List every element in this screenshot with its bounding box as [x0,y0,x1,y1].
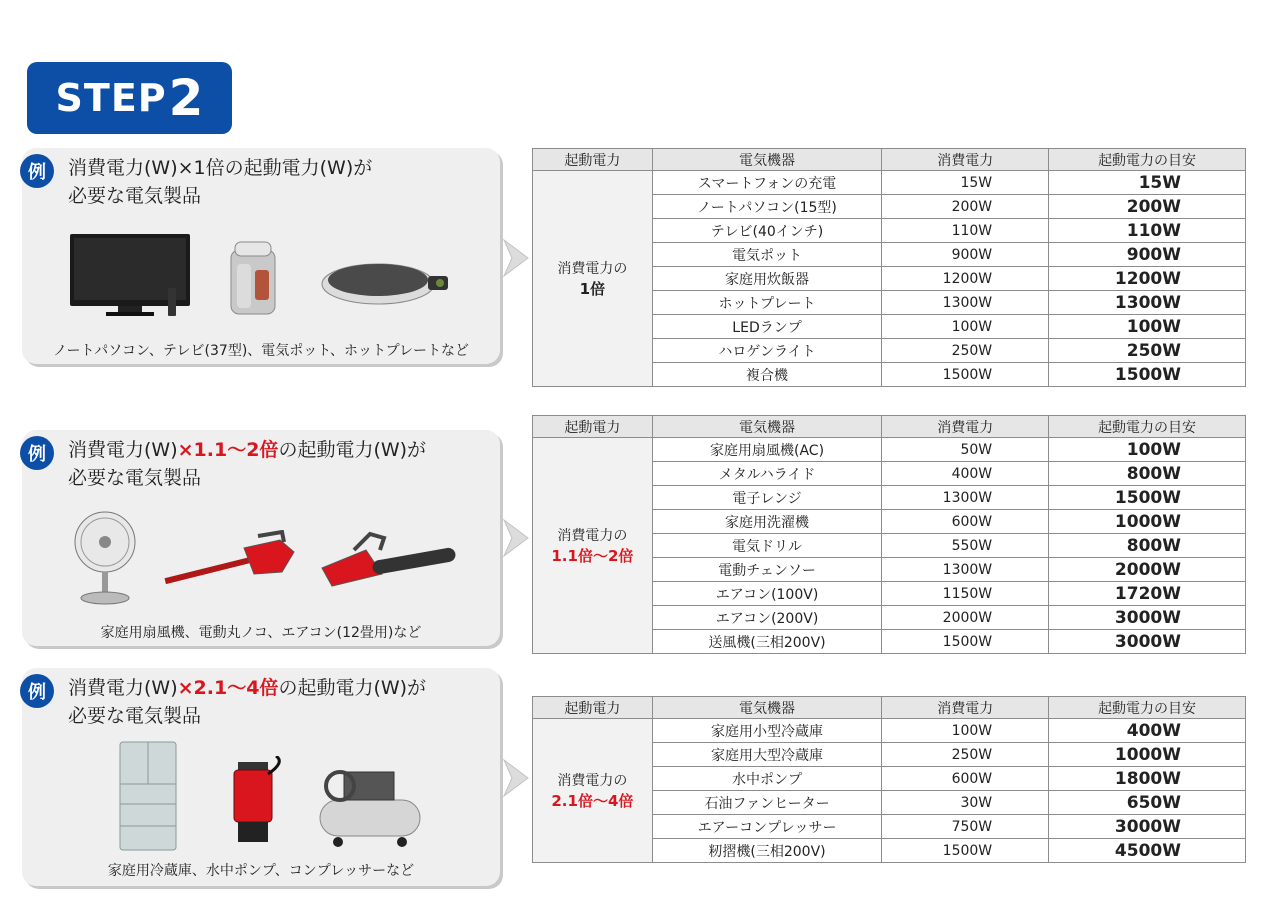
power-cell: 400W [882,462,1049,486]
power-cell: 1150W [882,582,1049,606]
header-device: 電気機器 [652,697,882,719]
power-cell: 750W [882,815,1049,839]
startup-cell: 400W [1049,719,1246,743]
startup-cell: 100W [1049,438,1246,462]
startup-cell: 1000W [1049,743,1246,767]
compressor-illustration [318,764,422,848]
hot-plate-illustration [320,256,460,306]
startup-cell: 4500W [1049,839,1246,863]
power-cell: 1300W [882,486,1049,510]
panel-title: 消費電力(W)×2.1～4倍の起動電力(W)が 必要な電気製品 [68,677,427,727]
startup-power-table-2-1-to-4x [532,696,1246,863]
example-badge: 例 [20,154,54,188]
device-cell: 石油ファンヒーター [652,791,882,815]
table-row [533,719,1246,743]
device-cell: LEDランプ [652,315,882,339]
device-cell: スマートフォンの充電 [652,171,882,195]
multiplier-value: 1.1倍～2倍 [551,546,634,565]
device-cell: ハロゲンライト [652,339,882,363]
startup-cell: 650W [1049,791,1246,815]
arrow-right-icon [502,518,530,558]
power-cell: 600W [882,767,1049,791]
device-cell: 家庭用大型冷蔵庫 [652,743,882,767]
power-cell: 30W [882,791,1049,815]
startup-cell: 1800W [1049,767,1246,791]
power-cell: 50W [882,438,1049,462]
header-device: 電気機器 [652,149,882,171]
header-startup-power: 起動電力 [533,149,653,171]
table-row [533,171,1246,195]
startup-cell: 3000W [1049,606,1246,630]
startup-cell: 15W [1049,171,1246,195]
refrigerator-illustration [118,740,178,852]
power-cell: 600W [882,510,1049,534]
multiplier-value: 2.1倍～4倍 [551,791,634,810]
fan-illustration [72,510,138,606]
panel-caption: 家庭用冷蔵庫、水中ポンプ、コンプレッサーなど [107,863,415,879]
power-cell: 1500W [882,839,1049,863]
startup-power-table-1-1-to-2x [532,415,1246,654]
startup-cell: 1300W [1049,291,1246,315]
panel-caption: ノートパソコン、テレビ(37型)、電気ポット、ホットプレートなど [52,343,470,359]
device-cell: 送風機(三相200V) [652,630,882,654]
startup-cell: 1500W [1049,486,1246,510]
startup-cell: 100W [1049,315,1246,339]
chainsaw-illustration [318,528,460,592]
device-cell: エアーコンプレッサー [652,815,882,839]
example-badge: 例 [20,436,54,470]
startup-power-table-1x [532,148,1246,387]
power-cell: 900W [882,243,1049,267]
startup-cell: 900W [1049,243,1246,267]
header-device: 電気機器 [652,416,882,438]
startup-cell: 1000W [1049,510,1246,534]
device-cell: メタルハライド [652,462,882,486]
example-panel-1 [22,148,500,364]
example-panel-2 [22,430,500,646]
power-cell: 200W [882,195,1049,219]
device-cell: 電気ポット [652,243,882,267]
electric-pot-illustration [227,240,279,318]
example-panel-3 [22,668,500,886]
power-cell: 250W [882,743,1049,767]
power-cell: 100W [882,315,1049,339]
hedge-trimmer-illustration [162,530,302,592]
power-cell: 550W [882,534,1049,558]
device-cell: 籾摺機(三相200V) [652,839,882,863]
arrow-right-icon [502,758,530,798]
device-cell: 水中ポンプ [652,767,882,791]
startup-cell: 2000W [1049,558,1246,582]
multiplier-value: 1倍 [579,279,606,298]
header-startup-power: 起動電力 [533,416,653,438]
device-cell: 家庭用洗濯機 [652,510,882,534]
power-cell: 1500W [882,630,1049,654]
header-startup-power: 起動電力 [533,697,653,719]
power-cell: 100W [882,719,1049,743]
water-pump-illustration [230,756,284,846]
device-cell: 家庭用扇風機(AC) [652,438,882,462]
startup-cell: 3000W [1049,815,1246,839]
startup-cell: 800W [1049,534,1246,558]
header-power: 消費電力 [882,697,1049,719]
device-cell: 電動チェンソー [652,558,882,582]
startup-cell: 3000W [1049,630,1246,654]
startup-cell: 1720W [1049,582,1246,606]
device-cell: 電子レンジ [652,486,882,510]
panel-title: 消費電力(W)×1.1～2倍の起動電力(W)が 必要な電気製品 [68,439,427,489]
power-cell: 250W [882,339,1049,363]
example-badge: 例 [20,674,54,708]
device-cell: 家庭用炊飯器 [652,267,882,291]
power-cell: 1200W [882,267,1049,291]
startup-cell: 1500W [1049,363,1246,387]
multiplier-label: 消費電力の [557,260,628,277]
startup-cell: 200W [1049,195,1246,219]
header-startup-estimate: 起動電力の目安 [1049,416,1246,438]
step-number: 2 [168,69,204,127]
startup-cell: 800W [1049,462,1246,486]
power-cell: 1300W [882,558,1049,582]
power-cell: 110W [882,219,1049,243]
power-cell: 15W [882,171,1049,195]
step-badge [27,62,232,134]
table-header-row [533,416,1246,438]
startup-cell: 250W [1049,339,1246,363]
startup-cell: 110W [1049,219,1246,243]
device-cell: 家庭用小型冷蔵庫 [652,719,882,743]
power-cell: 1500W [882,363,1049,387]
header-power: 消費電力 [882,416,1049,438]
header-power: 消費電力 [882,149,1049,171]
device-cell: 電気ドリル [652,534,882,558]
device-cell: エアコン(200V) [652,606,882,630]
multiplier-label: 消費電力の [557,527,628,544]
device-cell: ホットプレート [652,291,882,315]
table-row [533,438,1246,462]
multiplier-cell [533,719,653,863]
header-startup-estimate: 起動電力の目安 [1049,697,1246,719]
tv-illustration [68,232,196,318]
multiplier-cell [533,171,653,387]
panel-title: 消費電力(W)×1倍の起動電力(W)が 必要な電気製品 [68,157,373,207]
power-cell: 2000W [882,606,1049,630]
panel-caption: 家庭用扇風機、電動丸ノコ、エアコン(12畳用)など [100,625,422,641]
device-cell: 複合機 [652,363,882,387]
startup-cell: 1200W [1049,267,1246,291]
device-cell: エアコン(100V) [652,582,882,606]
multiplier-cell [533,438,653,654]
table-header-row [533,697,1246,719]
step-label: STEP [55,76,167,120]
device-cell: テレビ(40インチ) [652,219,882,243]
arrow-right-icon [502,238,530,278]
table-header-row [533,149,1246,171]
header-startup-estimate: 起動電力の目安 [1049,149,1246,171]
power-cell: 1300W [882,291,1049,315]
multiplier-label: 消費電力の [557,772,628,789]
device-cell: ノートパソコン(15型) [652,195,882,219]
